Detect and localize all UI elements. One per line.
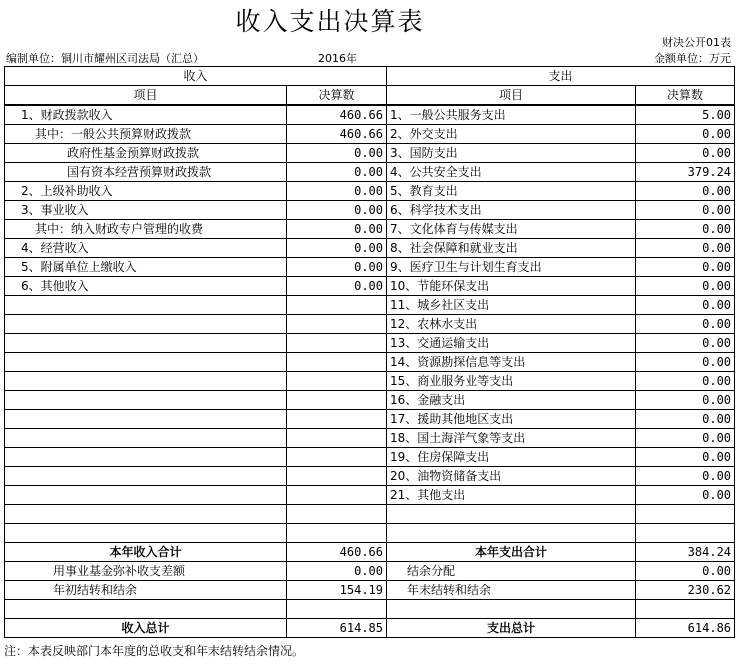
expense-item-cell: 19、住房保障支出 [387, 448, 636, 467]
income-item-cell [5, 505, 287, 524]
expense-item-cell: 结余分配 [387, 562, 636, 581]
expense-amount-cell: 0.00 [636, 277, 735, 296]
income-amount-cell [287, 467, 387, 486]
expense-item-cell: 2、外交支出 [387, 125, 636, 144]
table-row [5, 448, 735, 467]
expense-amount-cell: 0.00 [636, 410, 735, 429]
table-row [5, 201, 735, 220]
income-item-header: 项目 [5, 86, 287, 106]
income-amount-cell [287, 524, 387, 543]
income-amount-cell [287, 334, 387, 353]
expense-amount-cell: 0.00 [636, 315, 735, 334]
expense-item-cell: 11、城乡社区支出 [387, 296, 636, 315]
expense-amount-cell: 0.00 [636, 334, 735, 353]
table-row [5, 258, 735, 277]
expense-item-cell: 7、文化体育与传媒支出 [387, 220, 636, 239]
table-row [5, 410, 735, 429]
income-item-cell: 1、财政拨款收入 [5, 105, 287, 125]
income-amount-cell: 460.66 [287, 543, 387, 562]
column-header-row [5, 86, 735, 106]
table-row [5, 353, 735, 372]
income-item-cell [5, 334, 287, 353]
expense-item-cell: 14、资源勘探信息等支出 [387, 353, 636, 372]
income-amount-cell [287, 296, 387, 315]
expense-section-header: 支出 [387, 67, 735, 86]
income-item-cell: 3、事业收入 [5, 201, 287, 220]
expense-item-cell: 年末结转和结余 [387, 581, 636, 600]
expense-amount-cell: 0.00 [636, 448, 735, 467]
income-amount-cell [287, 429, 387, 448]
expense-item-cell: 4、公共安全支出 [387, 163, 636, 182]
expense-amount-cell: 230.62 [636, 581, 735, 600]
reporting-unit: 编制单位：铜川市耀州区司法局（汇总） [6, 52, 204, 65]
table-row [5, 600, 735, 619]
income-item-cell [5, 600, 287, 619]
income-item-cell [5, 391, 287, 410]
income-amount-header: 决算数 [287, 86, 387, 106]
income-item-cell [5, 296, 287, 315]
income-item-cell: 年初结转和结余 [5, 581, 287, 600]
expense-amount-cell: 0.00 [636, 467, 735, 486]
expense-item-cell: 8、社会保障和就业支出 [387, 239, 636, 258]
income-item-cell: 4、经营收入 [5, 239, 287, 258]
income-item-cell: 国有资本经营预算财政拨款 [5, 163, 287, 182]
expense-amount-cell: 0.00 [636, 372, 735, 391]
income-item-cell: 用事业基金弥补收支差额 [5, 562, 287, 581]
income-item-cell: 收入总计 [5, 619, 287, 638]
income-item-cell [5, 486, 287, 505]
section-header-row [5, 67, 735, 86]
table-row [5, 524, 735, 543]
expense-item-header: 项目 [387, 86, 636, 106]
table-row [5, 505, 735, 524]
table-row [5, 486, 735, 505]
expense-amount-cell: 0.00 [636, 486, 735, 505]
expense-amount-cell: 0.00 [636, 429, 735, 448]
income-item-cell [5, 353, 287, 372]
income-amount-cell [287, 315, 387, 334]
income-amount-cell [287, 600, 387, 619]
expense-item-cell: 20、油物资储备支出 [387, 467, 636, 486]
income-amount-cell [287, 410, 387, 429]
income-amount-cell: 0.00 [287, 163, 387, 182]
expense-amount-cell: 0.00 [636, 296, 735, 315]
income-item-cell [5, 372, 287, 391]
income-expense-table [4, 66, 735, 638]
income-item-cell: 2、上级补助收入 [5, 182, 287, 201]
income-item-cell: 5、附属单位上缴收入 [5, 258, 287, 277]
income-amount-cell: 0.00 [287, 277, 387, 296]
income-amount-cell: 0.00 [287, 220, 387, 239]
table-row [5, 619, 735, 638]
table-row [5, 296, 735, 315]
expense-item-cell: 18、国土海洋气象等支出 [387, 429, 636, 448]
expense-item-cell: 10、节能环保支出 [387, 277, 636, 296]
income-amount-cell: 0.00 [287, 201, 387, 220]
income-item-cell: 其中：一般公共预算财政拨款 [5, 125, 287, 144]
money-unit: 金额单位：万元 [654, 52, 731, 65]
report-year: 2016年 [318, 52, 357, 65]
income-amount-cell: 614.85 [287, 619, 387, 638]
expense-item-cell: 9、医疗卫生与计划生育支出 [387, 258, 636, 277]
expense-item-cell: 21、其他支出 [387, 486, 636, 505]
expense-item-cell [387, 524, 636, 543]
expense-amount-cell: 0.00 [636, 353, 735, 372]
expense-item-cell: 3、国防支出 [387, 144, 636, 163]
table-row [5, 391, 735, 410]
table-row [5, 429, 735, 448]
table-row [5, 581, 735, 600]
income-item-cell [5, 524, 287, 543]
table-note: 注：本表反映部门本年度的总收支和年末结转结余情况。 [4, 644, 305, 658]
income-amount-cell: 0.00 [287, 258, 387, 277]
income-item-cell [5, 315, 287, 334]
expense-item-cell: 12、农林水支出 [387, 315, 636, 334]
expense-item-cell: 6、科学技术支出 [387, 201, 636, 220]
income-amount-cell: 0.00 [287, 182, 387, 201]
expense-item-cell: 5、教育支出 [387, 182, 636, 201]
income-item-cell [5, 429, 287, 448]
table-row [5, 144, 735, 163]
table-row [5, 105, 735, 125]
expense-amount-cell: 0.00 [636, 144, 735, 163]
expense-amount-cell: 379.24 [636, 163, 735, 182]
income-amount-cell: 460.66 [287, 125, 387, 144]
expense-item-cell: 15、商业服务业等支出 [387, 372, 636, 391]
expense-item-cell: 本年支出合计 [387, 543, 636, 562]
report-title: 收入支出决算表 [235, 7, 425, 36]
expense-amount-cell: 5.00 [636, 105, 735, 125]
expense-amount-cell: 0.00 [636, 220, 735, 239]
table-row [5, 315, 735, 334]
income-amount-cell [287, 505, 387, 524]
table-row [5, 277, 735, 296]
expense-amount-cell: 0.00 [636, 239, 735, 258]
expense-item-cell [387, 600, 636, 619]
table-row [5, 163, 735, 182]
table-row [5, 562, 735, 581]
income-item-cell: 6、其他收入 [5, 277, 287, 296]
income-amount-cell [287, 391, 387, 410]
table-row [5, 467, 735, 486]
expense-item-cell: 支出总计 [387, 619, 636, 638]
expense-amount-cell [636, 505, 735, 524]
income-amount-cell: 0.00 [287, 562, 387, 581]
table-row [5, 125, 735, 144]
income-amount-cell [287, 372, 387, 391]
expense-amount-cell [636, 600, 735, 619]
income-amount-cell [287, 486, 387, 505]
expense-item-cell: 1、一般公共服务支出 [387, 105, 636, 125]
expense-amount-cell: 0.00 [636, 182, 735, 201]
income-item-cell [5, 410, 287, 429]
expense-amount-cell: 384.24 [636, 543, 735, 562]
expense-amount-cell: 0.00 [636, 125, 735, 144]
income-item-cell [5, 467, 287, 486]
income-amount-cell [287, 448, 387, 467]
expense-amount-cell: 0.00 [636, 258, 735, 277]
table-row [5, 239, 735, 258]
income-section-header: 收入 [5, 67, 387, 86]
expense-item-cell: 13、交通运输支出 [387, 334, 636, 353]
table-row [5, 372, 735, 391]
expense-item-cell: 17、援助其他地区支出 [387, 410, 636, 429]
table-row [5, 543, 735, 562]
expense-amount-cell: 0.00 [636, 391, 735, 410]
income-item-cell: 政府性基金预算财政拨款 [5, 144, 287, 163]
expense-amount-cell [636, 524, 735, 543]
table-row [5, 220, 735, 239]
income-amount-cell: 0.00 [287, 144, 387, 163]
income-amount-cell [287, 353, 387, 372]
table-row [5, 182, 735, 201]
expense-item-cell: 16、金融支出 [387, 391, 636, 410]
table-row [5, 334, 735, 353]
expense-amount-cell: 614.86 [636, 619, 735, 638]
form-number: 财决公开01表 [662, 36, 731, 49]
expense-amount-cell: 0.00 [636, 562, 735, 581]
income-amount-cell: 460.66 [287, 105, 387, 125]
income-item-cell: 其中：纳入财政专户管理的收费 [5, 220, 287, 239]
expense-item-cell [387, 505, 636, 524]
expense-amount-header: 决算数 [636, 86, 735, 106]
income-item-cell: 本年收入合计 [5, 543, 287, 562]
expense-amount-cell: 0.00 [636, 201, 735, 220]
income-item-cell [5, 448, 287, 467]
income-amount-cell: 0.00 [287, 239, 387, 258]
income-amount-cell: 154.19 [287, 581, 387, 600]
